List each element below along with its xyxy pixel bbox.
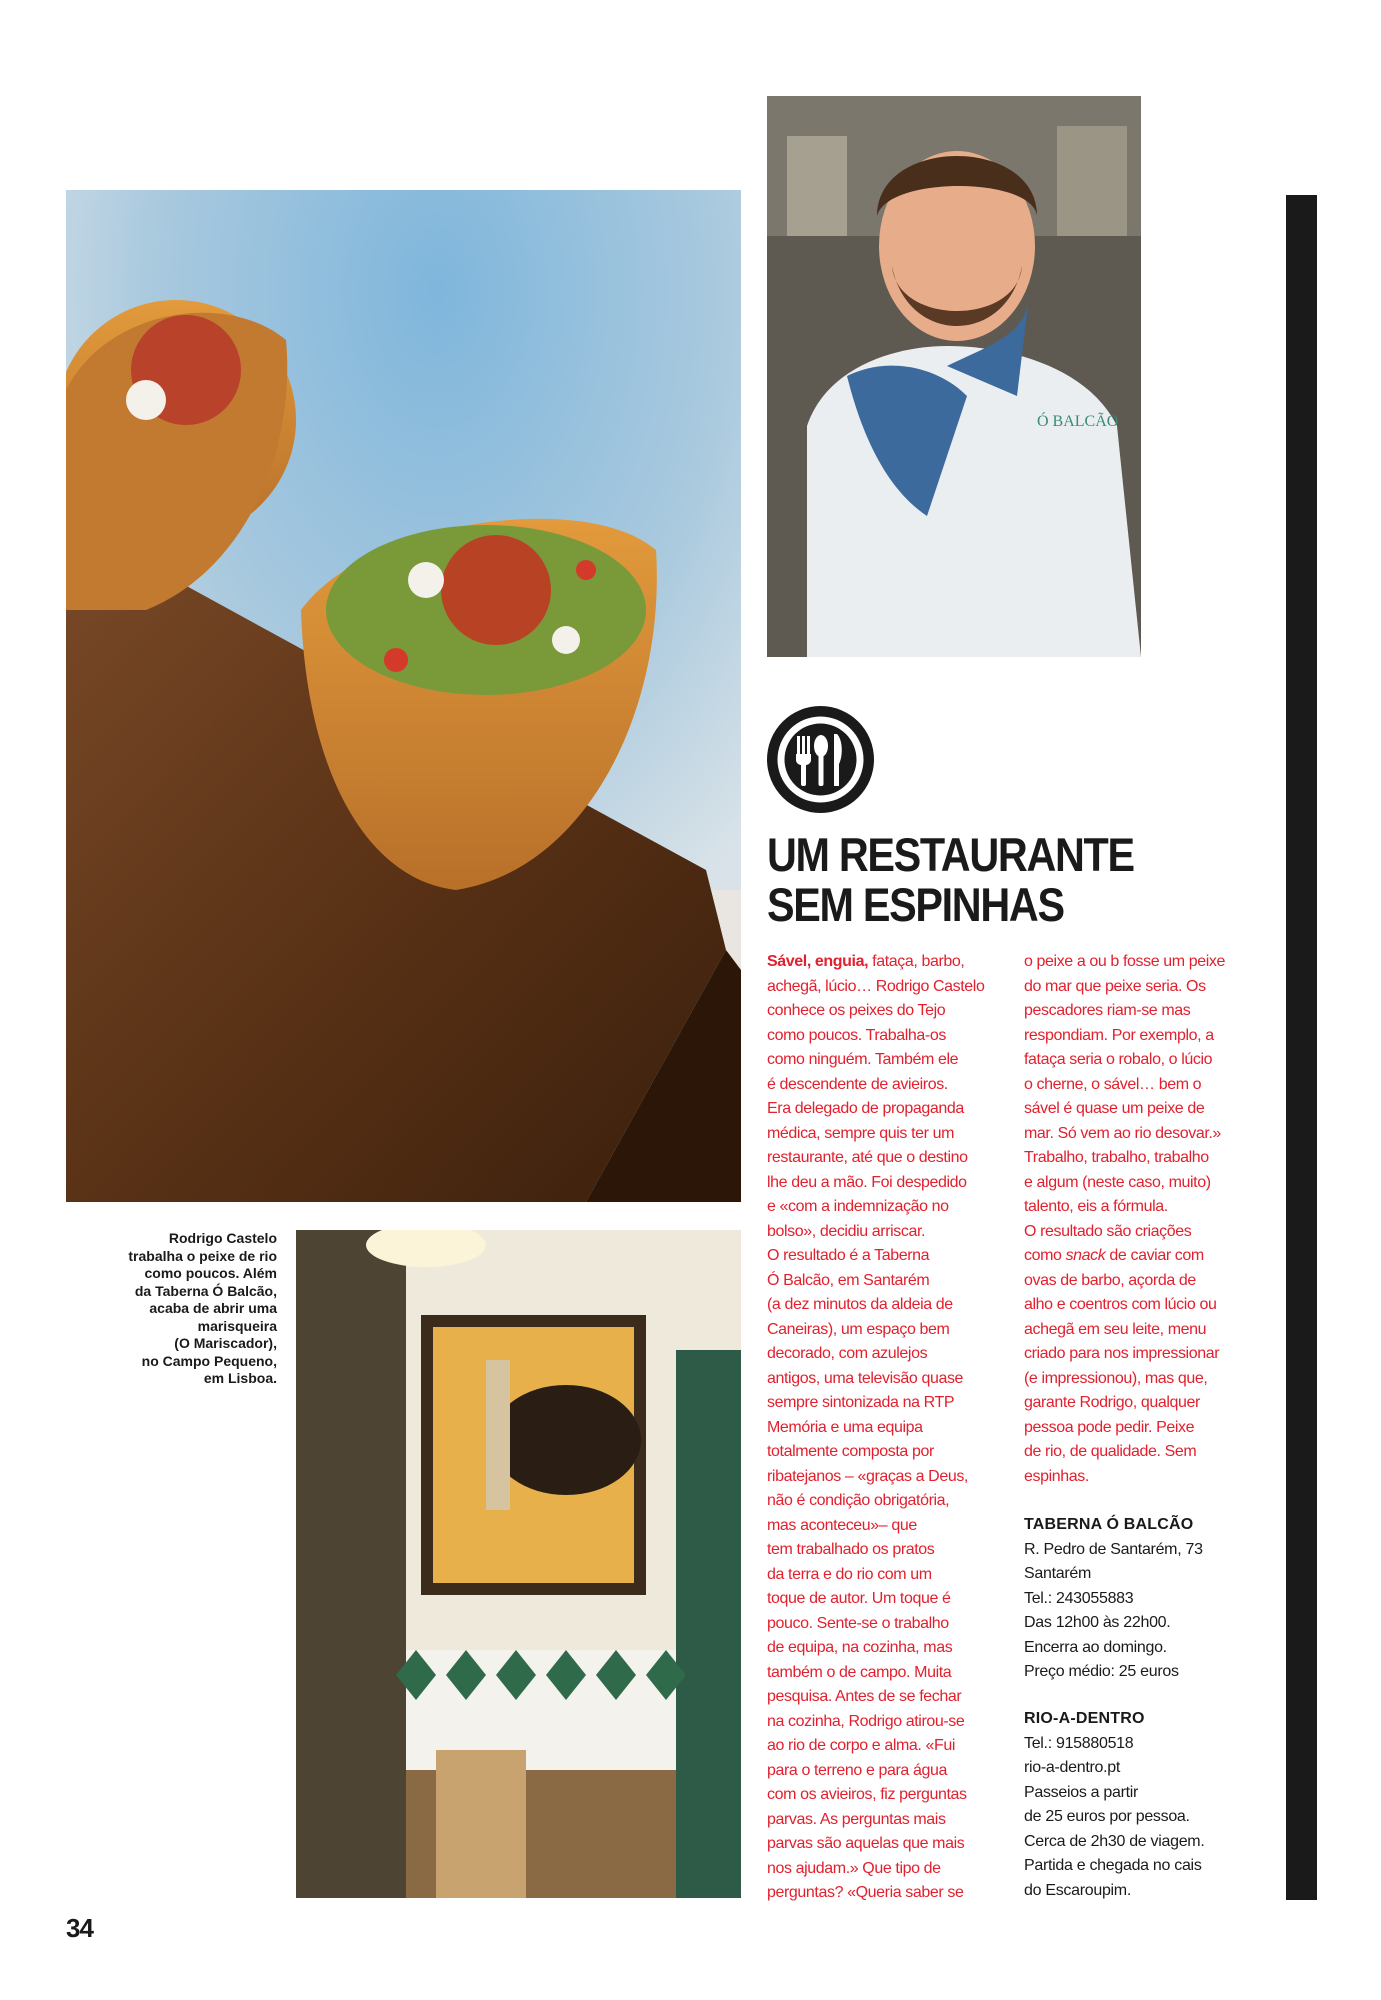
body-line: espinhas. — [1024, 1467, 1089, 1485]
page-title — [767, 830, 1207, 930]
chef-photo — [767, 96, 1141, 657]
body-column-2-part-1 — [1024, 950, 1274, 1244]
info-title: RIO-A-DENTRO — [1024, 1710, 1145, 1727]
body-line: sável é quase um peixe de — [1024, 1100, 1205, 1117]
body-line: totalmente composta por — [767, 1443, 934, 1460]
body-line: pesquisa. Antes de se fechar — [767, 1688, 962, 1705]
body-line: Partida e chegada no cais — [1024, 1857, 1202, 1874]
caption-line: em Lisboa. — [203, 1370, 277, 1386]
body-line: decorado, com azulejos — [767, 1345, 928, 1362]
body-line: com os avieiros, fiz perguntas — [767, 1786, 967, 1803]
body-line: de rio, de qualidade. Sem — [1024, 1443, 1197, 1460]
body-line: Cerca de 2h30 de viagem. — [1024, 1832, 1205, 1850]
body-text: como — [1024, 1247, 1066, 1264]
info-title: TABERNA Ó BALCÃO — [1024, 1516, 1194, 1533]
body-line: Caneiras), um espaço bem — [767, 1320, 950, 1338]
body-line: achegã em seu leite, menu — [1024, 1320, 1207, 1338]
body-line: bolso», decidiu arriscar. — [767, 1222, 926, 1240]
body-line: garante Rodrigo, qualquer — [1024, 1394, 1200, 1411]
body-line: é descendente de avieiros. — [767, 1075, 948, 1093]
body-line: lhe deu a mão. Foi despedido — [767, 1173, 967, 1191]
body-line: médica, sempre quis ter um — [767, 1124, 955, 1142]
body-line — [767, 950, 1007, 975]
body-line: criado para nos impressionar — [1024, 1345, 1220, 1362]
body-line: Era delegado de propaganda — [767, 1100, 964, 1117]
edge-bar — [1286, 195, 1317, 1900]
body-line: Tel.: 915880518 — [1024, 1734, 1134, 1752]
body-line: talento, eis a fórmula. — [1024, 1198, 1168, 1215]
body-line: parvas são aquelas que mais — [767, 1835, 965, 1852]
body-line: o peixe a ou b fosse um peixe — [1024, 953, 1225, 970]
body-line: parvas. As perguntas mais — [767, 1810, 946, 1828]
body-line: tem trabalhado os pratos — [767, 1541, 935, 1558]
body-line: como ninguém. Também ele — [767, 1051, 959, 1068]
body-column-1 — [767, 950, 1007, 1906]
body-line: restaurante, até que o destino — [767, 1149, 968, 1166]
body-line: e «com a indemnização no — [767, 1198, 949, 1215]
body-line: pessoa pode pedir. Peixe — [1024, 1418, 1195, 1436]
caption-line: no Campo Pequeno, — [141, 1352, 277, 1369]
body-column-2 — [1024, 950, 1274, 1489]
body-line: O resultado é a Taberna — [767, 1247, 930, 1264]
photo-caption — [110, 1230, 277, 1388]
body-line: Santarém — [1024, 1565, 1091, 1582]
body-line: e algum (neste caso, muito) — [1024, 1173, 1211, 1191]
body-line: Ó Balcão, em Santarém — [767, 1271, 930, 1289]
caption-line: (O Mariscador), — [174, 1335, 277, 1351]
interior-photo — [296, 1230, 741, 1898]
caption-line: como poucos. Além — [144, 1265, 277, 1281]
info-lines — [1024, 1732, 1274, 1904]
body-line: achegã, lúcio… Rodrigo Castelo — [767, 977, 985, 995]
page-number: 34 — [66, 1913, 93, 1943]
body-line: também o de campo. Muita — [767, 1663, 952, 1681]
body-line: fataça seria o robalo, o lúcio — [1024, 1051, 1213, 1068]
body-line: R. Pedro de Santarém, 73 — [1024, 1540, 1203, 1558]
body-line: Passeios a partir — [1024, 1783, 1139, 1801]
body-line: pescadores riam-se mas — [1024, 1002, 1191, 1019]
body-text: de caviar com — [1105, 1247, 1204, 1264]
body-line: conhece os peixes do Tejo — [767, 1002, 946, 1019]
body-line: Tel.: 243055883 — [1024, 1589, 1134, 1607]
body-line: não é condição obrigatória, — [767, 1492, 950, 1509]
body-line: na cozinha, Rodrigo atirou-se — [767, 1712, 965, 1730]
body-line: (a dez minutos da aldeia de — [767, 1296, 953, 1313]
body-line: mar. Só vem ao rio desovar.» — [1024, 1124, 1221, 1142]
body-line: toque de autor. Um toque é — [767, 1590, 951, 1607]
body-line: para o terreno e para água — [767, 1761, 947, 1779]
body-line: rio-a-dentro.pt — [1024, 1759, 1120, 1776]
body-line: mas aconteceu»– que — [767, 1516, 917, 1534]
italic-text: snack — [1065, 1247, 1106, 1264]
body-line: Encerra ao domingo. — [1024, 1638, 1167, 1656]
body-line: o cherne, o sável… bem o — [1024, 1075, 1202, 1093]
body-line — [1024, 1244, 1274, 1269]
caption-line: acaba de abrir uma — [149, 1300, 277, 1316]
body-line: alho e coentros com lúcio ou — [1024, 1296, 1217, 1313]
body-line: sempre sintonizada na RTP — [767, 1394, 955, 1411]
body-line: de 25 euros por pessoa. — [1024, 1808, 1190, 1825]
body-line: de equipa, na cozinha, mas — [767, 1639, 953, 1656]
body-line: Das 12h00 às 22h00. — [1024, 1614, 1171, 1631]
body-line: Preço médio: 25 euros — [1024, 1663, 1179, 1680]
lead-text: Sável, enguia, — [767, 953, 869, 970]
body-line: do Escaroupim. — [1024, 1881, 1131, 1899]
info-box-taberna — [1024, 1513, 1274, 1685]
body-line: ao rio de corpo e alma. «Fui — [767, 1737, 956, 1754]
headline-line: SEM ESPINHAS — [767, 878, 1064, 931]
caption-line: Rodrigo Castelo — [168, 1230, 277, 1246]
body-line: do mar que peixe seria. Os — [1024, 977, 1206, 995]
body-line: nos ajudam.» Que tipo de — [767, 1859, 941, 1877]
body-column-2-part-2 — [1024, 1269, 1274, 1490]
body-text: fataça, barbo, — [868, 953, 965, 970]
body-line: antigos, uma televisão quase — [767, 1369, 964, 1387]
body-line: (e impressionou), mas que, — [1024, 1369, 1208, 1387]
jacket-logo-text: Ó BALCÃO — [1037, 413, 1119, 430]
caption-line: da Taberna Ó Balcão, — [134, 1282, 277, 1299]
info-box-rio-a-dentro — [1024, 1707, 1274, 1903]
body-line: Trabalho, trabalho, trabalho — [1024, 1149, 1209, 1166]
body-line: ovas de barbo, açorda de — [1024, 1271, 1196, 1289]
headline-line: UM RESTAURANTE — [767, 828, 1134, 881]
body-line: perguntas? «Queria saber se — [767, 1884, 964, 1901]
caption-line: trabalha o peixe de rio — [128, 1247, 277, 1264]
body-line: respondiam. Por exemplo, a — [1024, 1026, 1214, 1044]
body-line: da terra e do rio com um — [767, 1565, 932, 1583]
body-line: como poucos. Trabalha-os — [767, 1026, 946, 1044]
cutlery-icon — [767, 706, 874, 813]
body-line: pouco. Sente-se o trabalho — [767, 1614, 949, 1632]
body-line: O resultado são criações — [1024, 1222, 1192, 1240]
body-line: Memória e uma equipa — [767, 1418, 923, 1436]
info-lines — [1024, 1538, 1274, 1685]
caption-line: marisqueira — [197, 1317, 277, 1334]
body-line: ribatejanos – «graças a Deus, — [767, 1467, 968, 1485]
food-photo — [66, 190, 741, 1202]
